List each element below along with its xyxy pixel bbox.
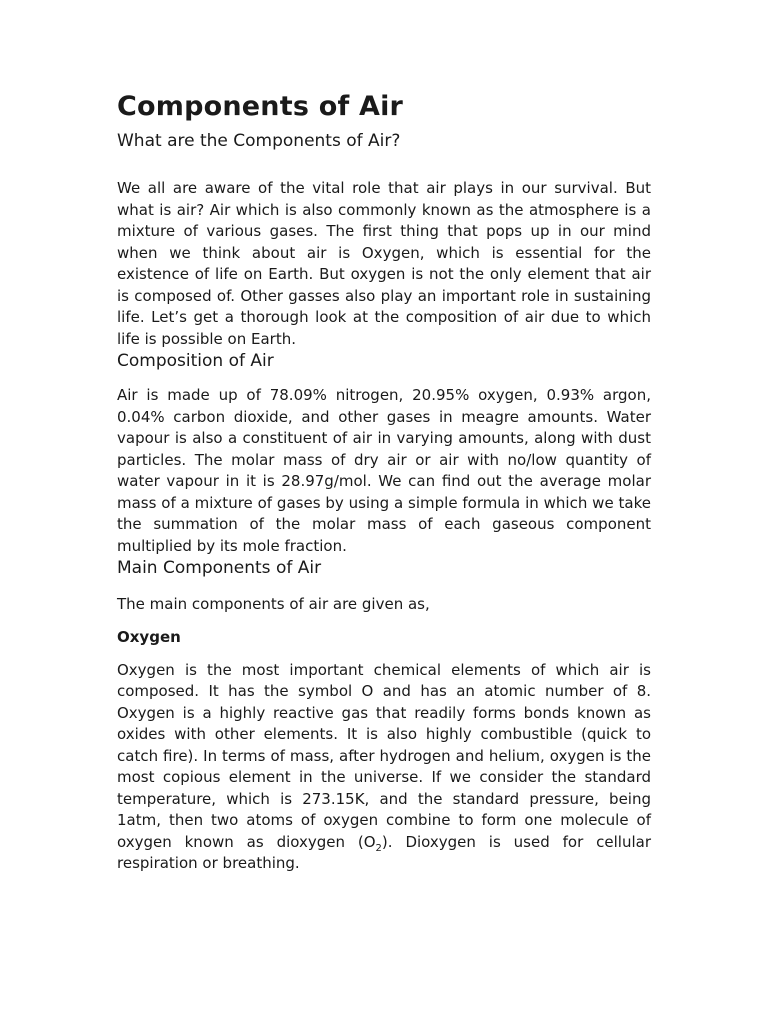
composition-heading: Composition of Air — [117, 351, 274, 371]
page-subtitle: What are the Components of Air? — [117, 131, 401, 151]
oxygen-heading: Oxygen — [117, 627, 181, 646]
intro-paragraph: We all are aware of the vital role that air plays in our survival. But what is air? Air which is also commonly known as the atmosphere is a mixture of various gases. The first thing that pops up in our mind when we think about air is Oxygen, which is essential for the existence of life on Earth. But oxygen is not the only element that air is composed of. Other gasses also play an important role in sustaining life. Let’s get a thorough look at the composition of air due to which life is possible on Earth. — [117, 179, 651, 348]
main-components-heading: Main Components of Air — [117, 558, 322, 578]
document-page — [117, 90, 651, 875]
main-components-intro: The main components of air are given as, — [117, 595, 430, 613]
oxygen-text-before: Oxygen is the most important chemical elements of which air is composed. It has the symbol O and has an atomic number of 8. Oxygen is a highly reactive gas that readily forms bonds known as oxides with other elements. It is also highly combustible (quick to catch fire). In terms of mass, after hydrogen and helium, oxygen is the most copious element in the universe. If we consider the standard temperature, which is 273.15K, and the standard pressure, being 1atm, then two atoms of oxygen combine to form one molecule of oxygen known as dioxygen (O — [117, 660, 651, 851]
oxygen-paragraph — [117, 660, 651, 875]
oxygen-subscript: 2 — [375, 842, 382, 854]
oxygen-text-after: ). Dioxygen is used for cellular respiration or breathing. — [117, 832, 651, 872]
page-title: Components of Air — [117, 91, 404, 122]
composition-paragraph: Air is made up of 78.09% nitrogen, 20.95% oxygen, 0.93% argon, 0.04% carbon dioxide, and other gases in meagre amounts. Water vapour is also a constituent of air in varying amounts, along with dust particles. The molar mass of dry air or air with no/low quantity of water vapour in it is 28.97g/mol. We can find out the average molar mass of a mixture of gases by using a simple formula in which we take the summation of the molar mass of each gaseous component multiplied by its mole fraction. — [117, 386, 651, 555]
